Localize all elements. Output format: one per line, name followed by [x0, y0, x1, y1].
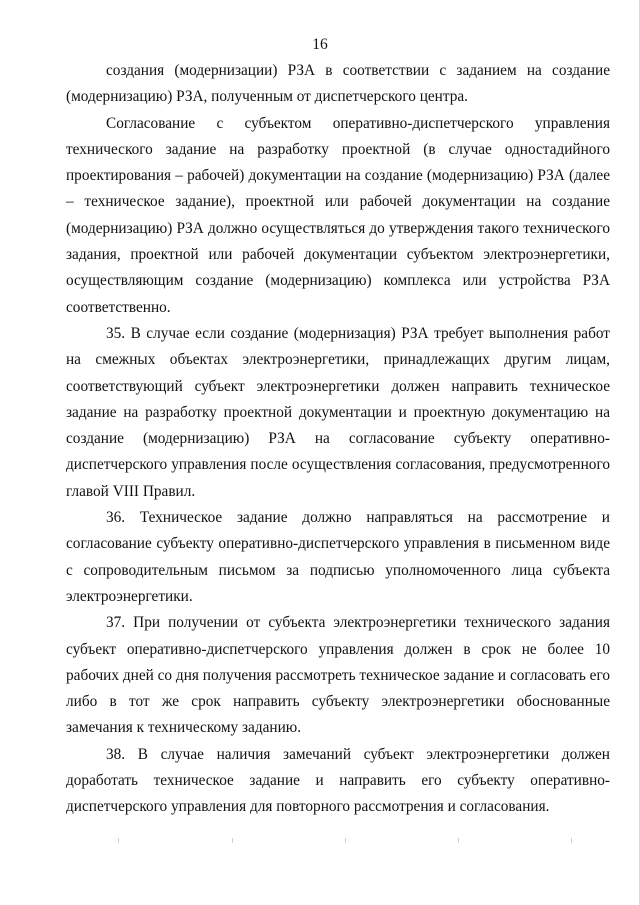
paragraph-36: 36. Техническое задание должно направляться на рассмотрение и согласование субъекту оперативно-диспетчерского управления в письменном виде с сопроводительным письмом за подписью уполномоченного лица субъекта электроэнергетики.: [66, 509, 610, 605]
scan-artifact: [345, 838, 346, 843]
scan-artifact: [232, 838, 233, 843]
scan-artifact: [118, 838, 119, 843]
scan-artifact: [458, 838, 459, 843]
paragraph-38: 38. В случае наличия замечаний субъект электроэнергетики должен доработать техническое задание и направить его субъекту оперативно-диспетчерского управления для повторного рассмотрения и согласования.: [66, 745, 610, 816]
paragraph-35: 35. В случае если создание (модернизация) РЗА требует выполнения работ на смежных объектах электроэнергетики, принадлежащих другим лицам, соответствующий субъект электроэнергетики должен направить техническое задание на разработку проектной документации и проектную документацию на создание (модернизацию) РЗА на согласование субъекту оперативно-диспетчерского управления после осуществления согласования, предусмотренного главой VIII Правил.: [66, 324, 610, 500]
paragraph-37: 37. При получении от субъекта электроэнергетики технического задания субъект оперативно-диспетчерского управления должен в срок не более 10 рабочих дней со дня получения рассмотреть техническое задание и согласовать его либо в тот же срок направить субъекту электроэнергетики обоснованные замечания к техническому заданию.: [66, 614, 610, 737]
paragraph-continuation: создания (модернизации) РЗА в соответствии с заданием на создание (модернизацию) РЗА, полученным от диспетчерского центра.: [66, 62, 610, 106]
document-body: [66, 58, 610, 821]
page-number: 16: [312, 36, 328, 53]
paragraph-approval: Согласование с субъектом оперативно-диспетчерского управления технического задание на разработку проектной (в случае одностадийного проектирования – рабочей) документации на создание (модернизацию) РЗА (далее – техническое задание), проектной или рабочей документации на создание (модернизацию) РЗА должно осуществляться до утверждения такого технического задания, проектной или рабочей документации субъектом электроэнергетики, осуществляющим создание (модернизацию) комплекса или устройства РЗА соответственно.: [66, 114, 610, 316]
scan-artifact: [571, 838, 572, 843]
